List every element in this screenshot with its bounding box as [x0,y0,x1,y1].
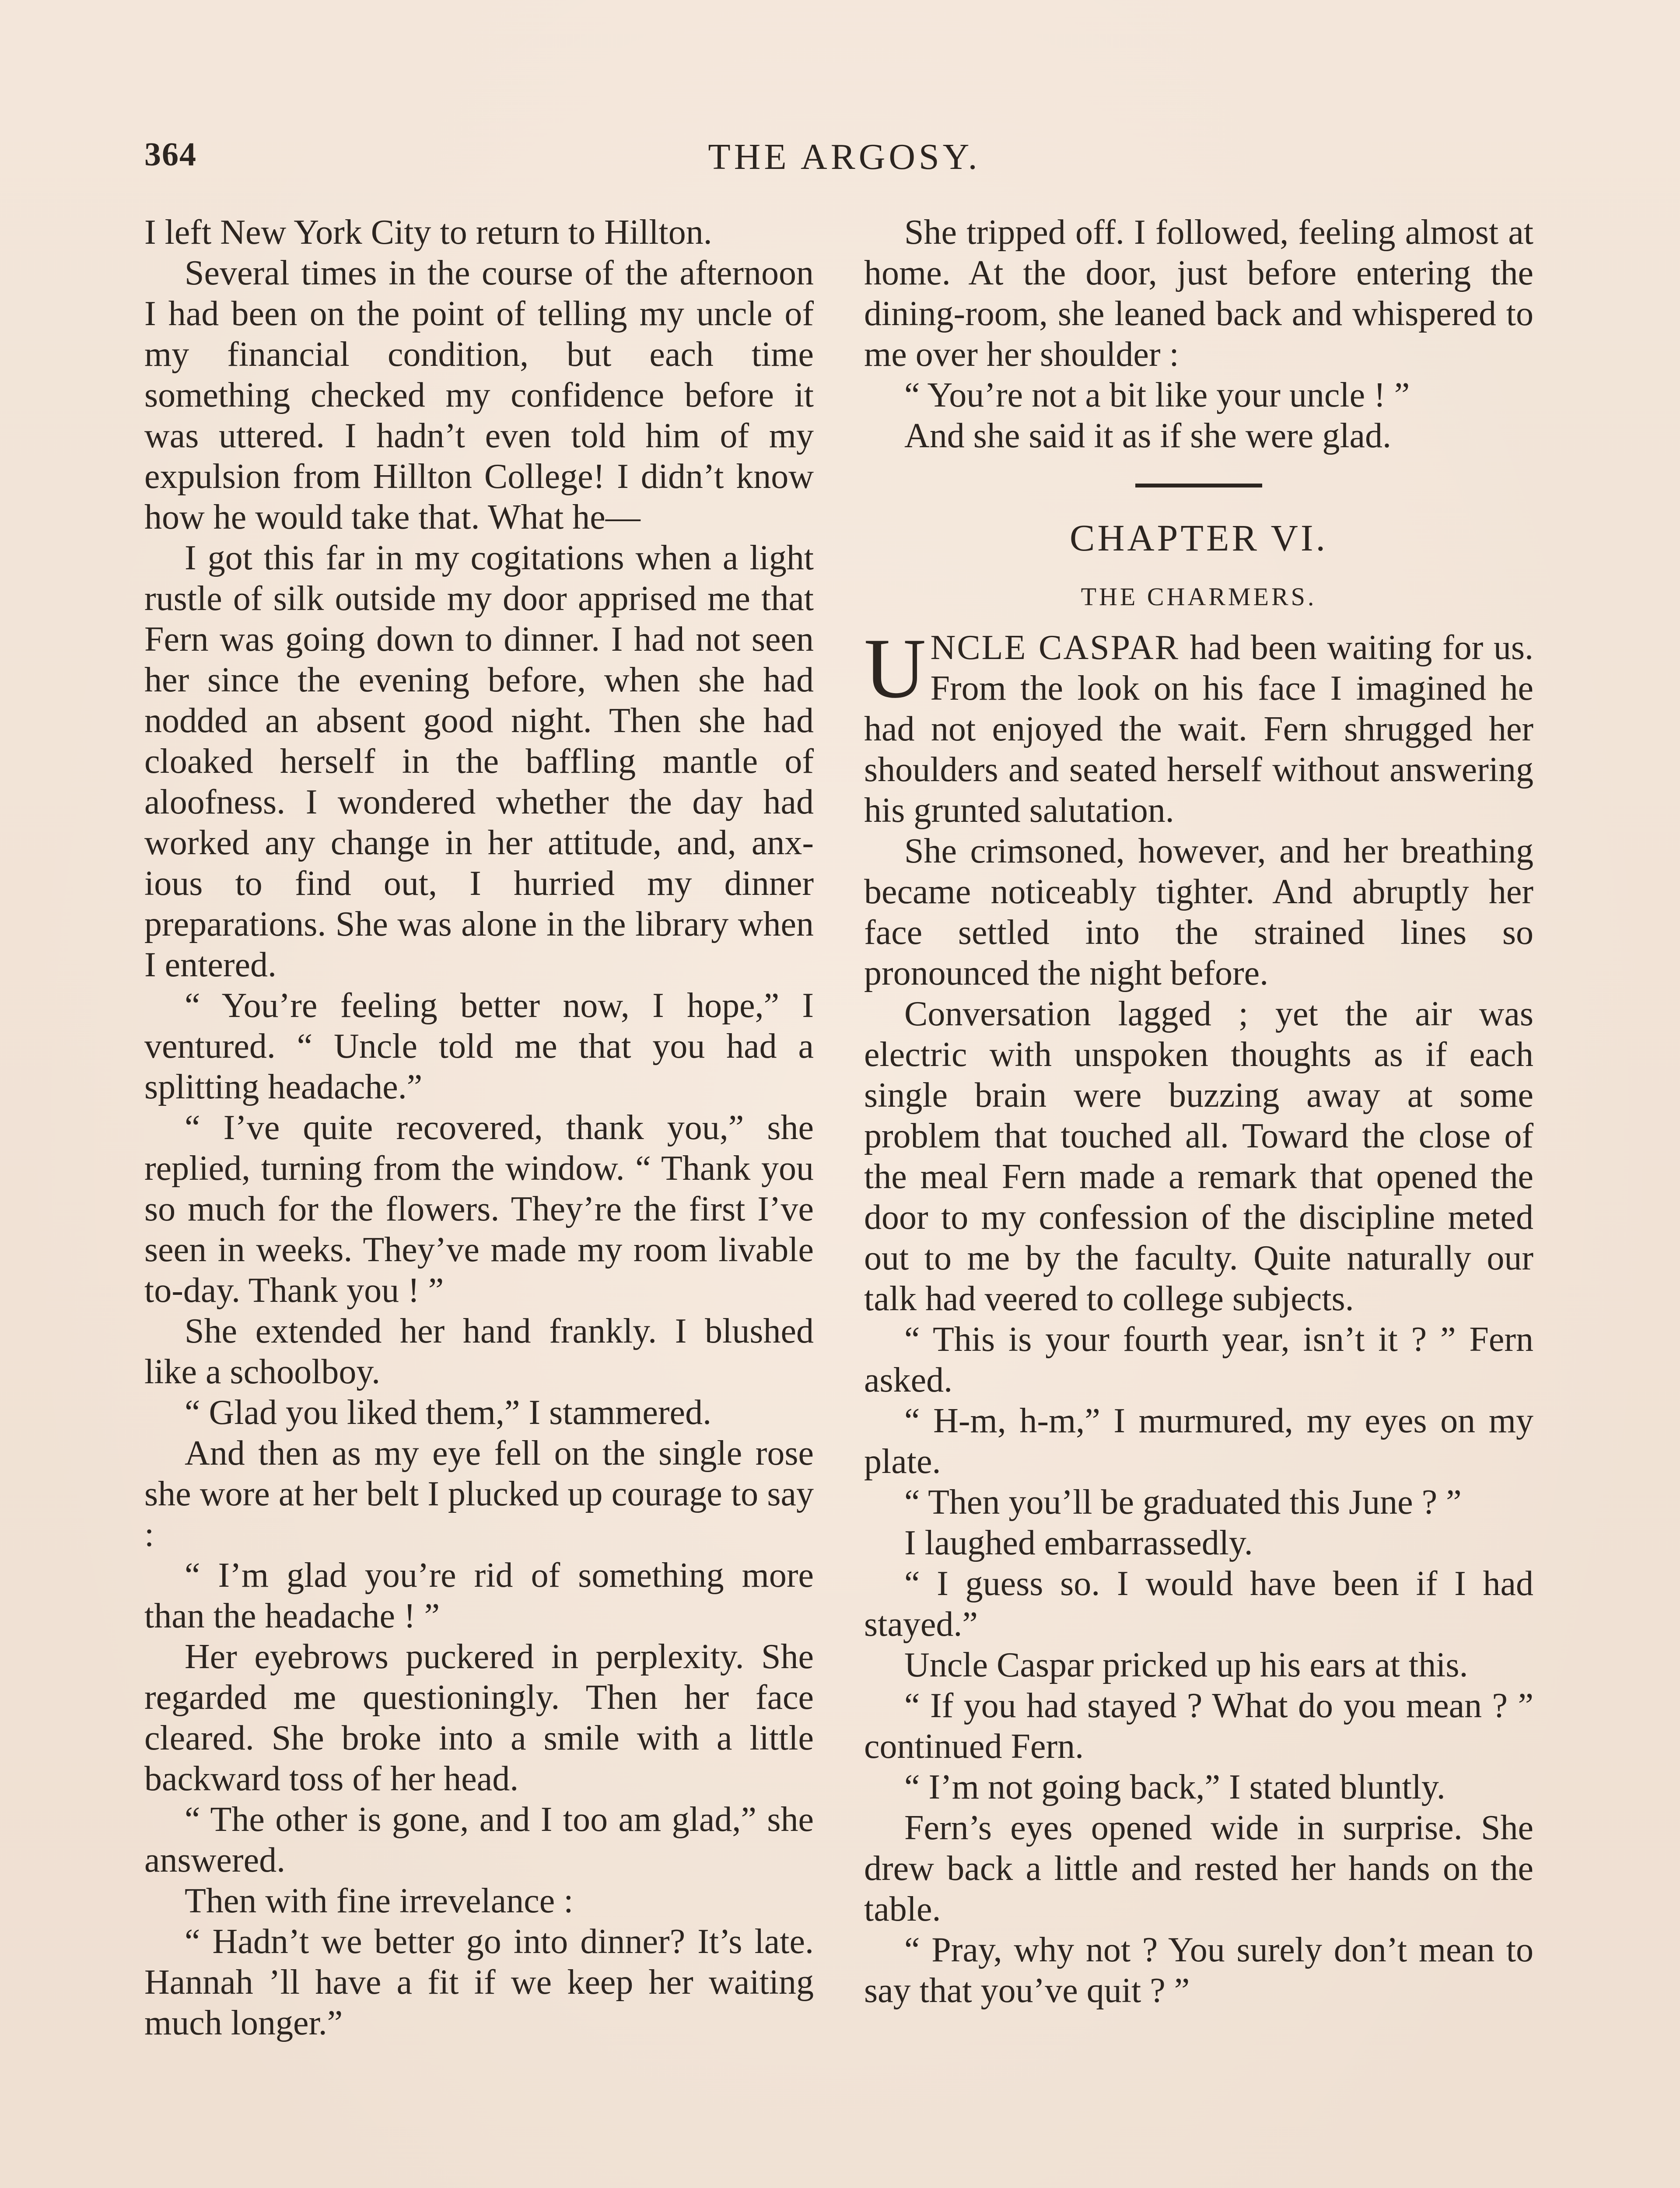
paragraph: “ This is your fourth year, isn’t it ? ” Fern asked. [864,1320,1533,1399]
paragraph: She tripped off. I followed, feeling almost at home. At the door, just before entering the dining-room, she leaned back and whispered to me over her shoulder : [864,213,1533,374]
paragraph: “ I’ve quite recovered, thank you,” she replied, turning from the window. “ Thank you so much for the flowers. They’re the first I’ve seen in weeks. They’ve made my room livable to-day. Thank you ! ” [144,1108,814,1310]
left-column [144,212,814,2044]
opening-small-caps: NCLE CASPAR [930,628,1180,667]
paragraph: She extended her hand frankly. I blushed like a schoolboy. [144,1312,814,1391]
right-column [864,212,1533,2011]
page-number: 364 [144,136,197,173]
paragraph: “ Pray, why not ? You surely don’t mean to say that you’ve quit ? ” [864,1931,1533,2010]
drop-cap: U [864,621,926,716]
paragraph: And she said it as if she were glad. [904,417,1392,455]
section-divider [1135,484,1262,487]
page-header [144,136,1544,188]
paragraph: Fern’s eyes opened wide in surprise. She drew back a little and rested her hands on the table. [864,1809,1533,1929]
chapter-title: CHAPTER VI. [1069,517,1328,559]
paragraph: And then as my eye fell on the single rose she wore at her belt I plucked up courage to say : [144,1434,814,1554]
paragraph: I laughed embarrassedly. [904,1524,1253,1562]
paragraph: “ Hadn’t we better go into dinner? It’s late. Hannah ’ll have a fit if we keep her waiting much longer.” [144,1922,814,2042]
chapter-subtitle: THE CHARMERS. [1081,582,1317,611]
paragraph: “ I guess so. I would have been if I had stayed.” [864,1564,1533,1644]
paragraph: “ You’re feeling better now, I hope,” I ventured. “ Uncle told me that you had a splitting headache.” [144,986,814,1106]
opening-text: had been waiting for us. From the look on his face I imagined he had not enjoyed the wait. Fern shrugged her shoulders and seated herself without answering his grunted salutation. [864,628,1533,830]
paragraph: Her eyebrows puckered in perplexity. She regarded me questioningly. Then her face cleared. She broke into a smile with a little backward toss of her head. [144,1637,814,1798]
running-head: THE ARGOSY. [708,137,981,177]
paragraph: “ I’m not going back,” I stated bluntly. [904,1768,1446,1806]
chapter-opening-paragraph [864,621,1533,831]
paragraph: I left New York City to return to Hillton. [144,213,712,252]
paragraph: Conversation lagged ; yet the air was electric with unspoken thoughts as if each single brain were buzzing away at some problem that touched all. Toward the close of the meal Fern made a remark that opened the door to my confession of the discipline meted out to me by the faculty. Quite naturally our talk had veered to college subjects. [864,995,1533,1318]
paragraph: “ You’re not a bit like your uncle ! ” [904,376,1410,414]
paragraph: “ The other is gone, and I too am glad,” she answered. [144,1800,814,1879]
paragraph: “ Then you’ll be graduated this June ? ” [904,1483,1462,1522]
paragraph: Then with fine irrevelance : [185,1882,574,1920]
paragraph: “ I’m glad you’re rid of something more than the headache ! ” [144,1556,814,1635]
paragraph: “ Glad you liked them,” I stammered. [185,1393,712,1432]
paragraph: She crimsoned, however, and her breathing became noticeably tighter. And abruptly her face settled into the strained lines so pronounced the night before. [864,832,1533,992]
paragraph: I got this far in my cogitations when a light rustle of silk outside my door apprised me that Fern was going down to dinner. I had not seen her since the evening before, when she had nodded an absent good night. Then she had cloaked herself in the baffling mantle of aloofness. I wondered whether the day had worked any change in her attitude, and, anxious to find out, I hurried my dinner preparations. She was alone in the library when I entered. [144,539,814,984]
paragraph: Several times in the course of the afternoon I had been on the point of telling my uncle of my financial condition, but each time something checked my confidence before it was uttered. I hadn’t even told him of my expulsion from Hillton College! I didn’t know how he would take that. What he— [144,254,814,536]
paragraph: Uncle Caspar pricked up his ears at this. [904,1646,1468,1684]
paragraph: “ H-m, h-m,” I murmured, my eyes on my plate. [864,1402,1533,1481]
paragraph: “ If you had stayed ? What do you mean ? ” continued Fern. [864,1687,1533,1766]
